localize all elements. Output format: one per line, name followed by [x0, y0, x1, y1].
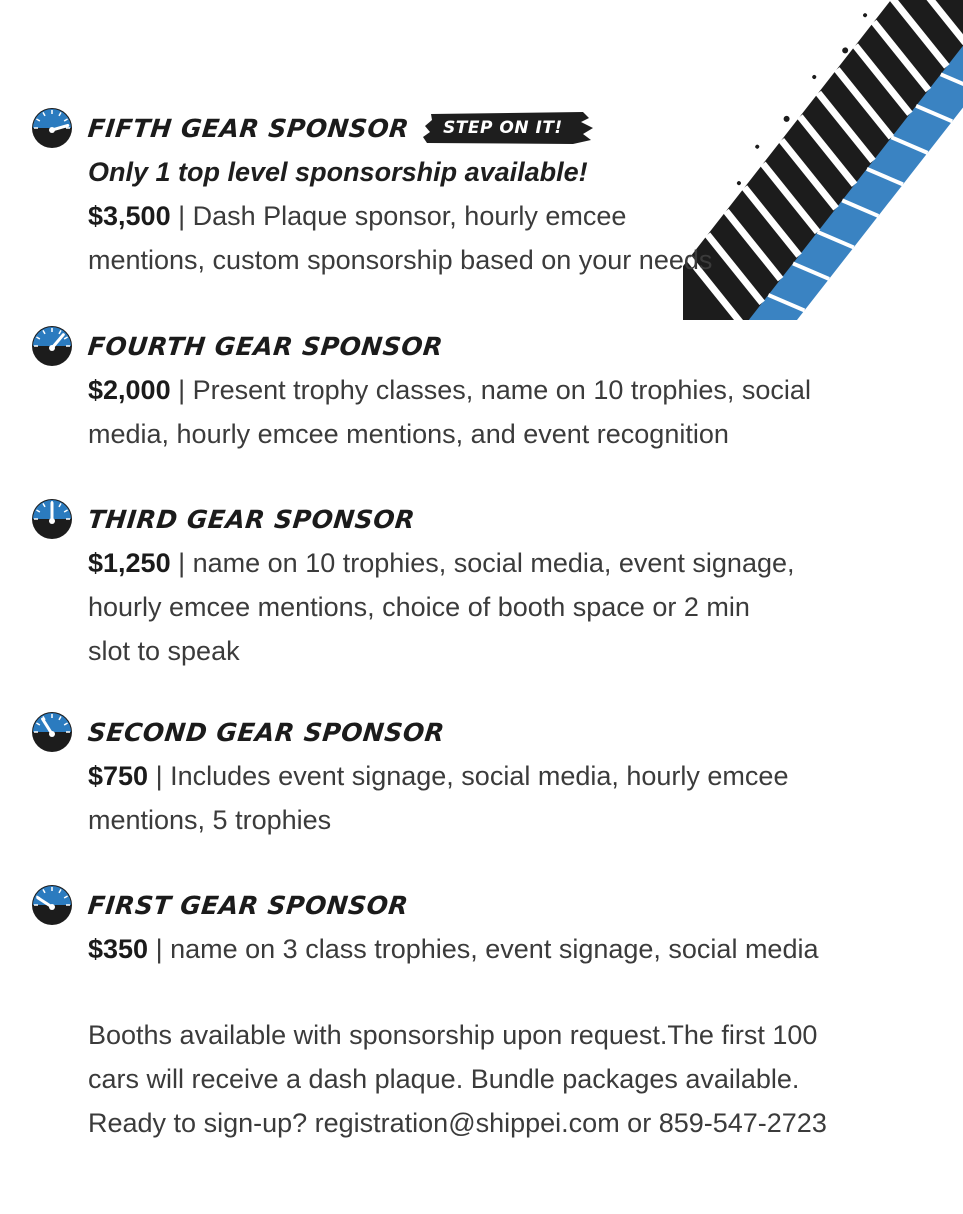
tier-price: $2,000 — [88, 375, 171, 405]
description-line — [88, 927, 930, 971]
separator: | — [170, 548, 193, 578]
description-line: hourly emcee mentions, choice of booth space or 2 min — [88, 592, 750, 622]
separator: | — [148, 934, 171, 964]
sponsor-tier-fifth-gear — [30, 106, 930, 282]
tier-price: $750 — [88, 761, 149, 791]
footer-line: Booths available with sponsorship upon request.The first 100 — [88, 1020, 818, 1050]
sponsor-tier-fourth-gear — [30, 324, 930, 456]
tier-description — [88, 368, 930, 456]
tier-description — [88, 541, 930, 673]
tier-description — [88, 927, 930, 971]
availability-note: Only 1 top level sponsorship available! — [88, 157, 588, 187]
description-text: name on 10 trophies, social media, event signage, — [192, 548, 795, 578]
tier-title: THIRD GEAR SPONSOR — [86, 504, 417, 534]
description-line: slot to speak — [88, 636, 240, 666]
speedometer-icon — [30, 883, 74, 927]
description-text: Dash Plaque sponsor, hourly emcee — [192, 201, 627, 231]
separator: | — [170, 375, 193, 405]
tier-description — [88, 150, 930, 282]
tier-price: $350 — [88, 934, 149, 964]
tier-title: FIRST GEAR SPONSOR — [86, 890, 410, 920]
tier-title: SECOND GEAR SPONSOR — [86, 717, 447, 747]
tier-title: FOURTH GEAR SPONSOR — [86, 331, 445, 361]
footer-line: Ready to sign-up? registration@shippei.com or 859-547-2723 — [88, 1108, 827, 1138]
tier-heading — [30, 710, 930, 754]
tier-heading — [30, 497, 930, 541]
description-text: name on 3 class trophies, event signage, social media — [170, 934, 819, 964]
tier-title: FIFTH GEAR SPONSOR — [86, 113, 411, 143]
footer-line: cars will receive a dash plaque. Bundle packages available. — [88, 1064, 800, 1094]
sponsor-tier-first-gear — [30, 883, 930, 971]
badge-label: STEP ON IT! — [443, 118, 563, 138]
speedometer-icon — [30, 106, 74, 150]
tier-heading — [30, 883, 930, 927]
description-line — [88, 541, 930, 585]
description-line — [88, 368, 930, 412]
description-text: Present trophy classes, name on 10 trophies, social — [192, 375, 811, 405]
description-line — [88, 194, 930, 238]
tier-heading — [30, 106, 930, 150]
separator: | — [170, 201, 193, 231]
footer-info — [88, 1013, 938, 1145]
sponsor-tier-third-gear — [30, 497, 930, 673]
tier-price: $1,250 — [88, 548, 171, 578]
separator: | — [148, 761, 171, 791]
description-line — [88, 754, 930, 798]
tier-heading — [30, 324, 930, 368]
tier-description — [88, 754, 930, 842]
description-line: mentions, custom sponsorship based on your needs — [88, 245, 713, 275]
speedometer-icon — [30, 497, 74, 541]
tier-price: $3,500 — [88, 201, 171, 231]
sponsor-tier-second-gear — [30, 710, 930, 842]
speedometer-icon — [30, 324, 74, 368]
speedometer-icon — [30, 710, 74, 754]
description-text: Includes event signage, social media, hourly emcee — [170, 761, 789, 791]
step-on-it-badge — [429, 112, 581, 144]
description-line: media, hourly emcee mentions, and event recognition — [88, 419, 729, 449]
description-line: mentions, 5 trophies — [88, 805, 332, 835]
